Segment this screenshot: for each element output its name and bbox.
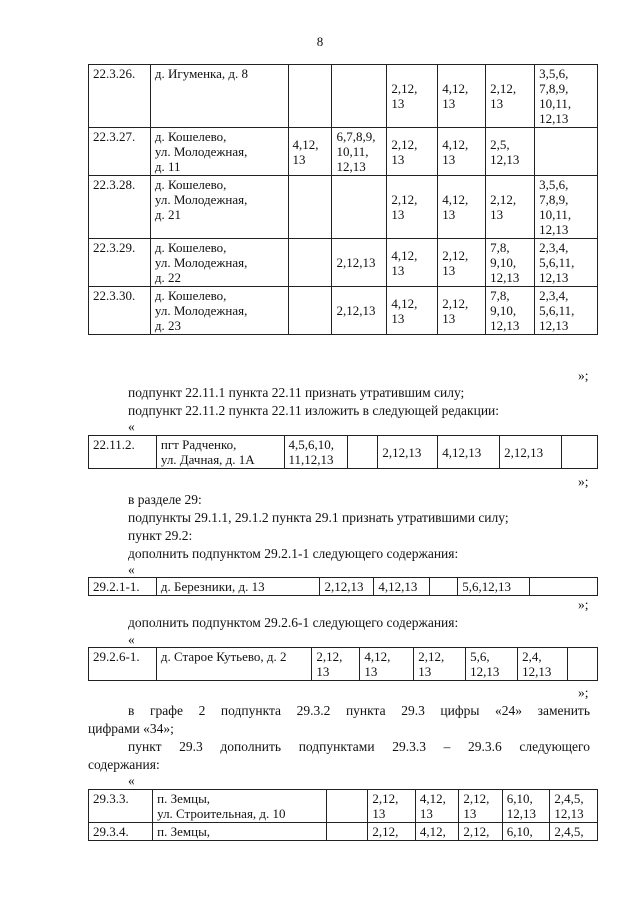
value-cell [332, 65, 387, 128]
table-29-2-1-1 [88, 577, 598, 596]
value-cell: 7,8, 9,10, 12,13 [486, 239, 535, 287]
value-cell: 2,12, 13 [486, 65, 535, 128]
value-cell: 4,12, 13 [360, 648, 414, 681]
item-number-cell: 22.3.30. [89, 287, 151, 335]
table-row [89, 648, 598, 681]
value-cell [568, 648, 598, 681]
value-cell: 2,12, 13 [387, 128, 438, 176]
value-cell: 2,12,13 [332, 239, 387, 287]
item-number-cell: 29.2.6-1. [89, 648, 157, 681]
value-cell [288, 176, 332, 239]
value-cell: 4,12,13 [374, 578, 430, 596]
value-cell: 3,5,6, 7,8,9, 10,11, 12,13 [535, 65, 598, 128]
paragraph: в графе 2 подпункта 29.3.2 пункта 29.3 цифры «24» заменить [128, 703, 590, 718]
opening-quote: « [128, 632, 135, 647]
value-cell [562, 436, 598, 469]
item-number-cell: 22.3.28. [89, 176, 151, 239]
value-cell: 4,12, 13 [288, 128, 332, 176]
value-cell [288, 287, 332, 335]
value-cell [326, 823, 367, 841]
value-cell: 2,12, 13 [459, 790, 502, 823]
value-cell: 5,6, 12,13 [466, 648, 518, 681]
value-cell: 6,10, [502, 823, 550, 841]
table-row [89, 578, 598, 596]
value-cell: 4,12, 13 [438, 65, 486, 128]
opening-quote: « [128, 562, 135, 577]
value-cell: 2,4,5, [550, 823, 598, 841]
closing-quote: »; [578, 597, 589, 612]
address-cell: д. Кошелево, ул. Молодежная, д. 22 [150, 239, 288, 287]
value-cell: 4,5,6,10, 11,12,13 [284, 436, 348, 469]
value-cell [326, 790, 367, 823]
value-cell: 2,12, 13 [387, 176, 438, 239]
table-row [89, 128, 598, 176]
paragraph: подпункты 29.1.1, 29.1.2 пункта 29.1 признать утратившими силу; [128, 510, 509, 525]
address-cell: пгт Радченко, ул. Дачная, д. 1А [156, 436, 284, 469]
item-number-cell: 22.11.2. [89, 436, 157, 469]
value-cell [348, 436, 378, 469]
closing-quote: »; [578, 474, 589, 489]
table-row [89, 823, 598, 841]
value-cell: 2,12, 13 [368, 790, 416, 823]
table-22-11-2 [88, 435, 598, 469]
table-row [89, 176, 598, 239]
item-number-cell: 22.3.29. [89, 239, 151, 287]
value-cell: 2,12,13 [378, 436, 438, 469]
value-cell: 2,12, 13 [387, 65, 438, 128]
address-cell: д. Игуменка, д. 8 [150, 65, 288, 128]
paragraph: в разделе 29: [128, 492, 202, 507]
address-cell: д. Кошелево, ул. Молодежная, д. 11 [150, 128, 288, 176]
value-cell [535, 128, 598, 176]
value-cell: 5,6,12,13 [458, 578, 530, 596]
value-cell: 6,7,8,9, 10,11, 12,13 [332, 128, 387, 176]
value-cell: 3,5,6, 7,8,9, 10,11, 12,13 [535, 176, 598, 239]
table-row [89, 287, 598, 335]
value-cell: 2,3,4, 5,6,11, 12,13 [535, 287, 598, 335]
closing-quote: »; [578, 685, 589, 700]
value-cell: 4,12, [415, 823, 458, 841]
value-cell: 2,12, 13 [438, 239, 486, 287]
value-cell: 2,12, 13 [486, 176, 535, 239]
value-cell [332, 176, 387, 239]
value-cell: 2,12, [459, 823, 502, 841]
page-number: 8 [316, 34, 324, 49]
paragraph: пункт 29.2: [128, 528, 193, 543]
paragraph: дополнить подпунктом 29.2.6-1 следующего содержания: [128, 615, 459, 630]
table-row [89, 239, 598, 287]
value-cell: 6,10, 12,13 [502, 790, 550, 823]
address-cell: д. Кошелево, ул. Молодежная, д. 23 [150, 287, 288, 335]
value-cell: 2,12,13 [500, 436, 562, 469]
value-cell [530, 578, 598, 596]
address-cell: п. Земцы, [153, 823, 327, 841]
value-cell: 2,5, 12,13 [486, 128, 535, 176]
value-cell: 2,3,4, 5,6,11, 12,13 [535, 239, 598, 287]
value-cell [430, 578, 458, 596]
paragraph: содержания: [88, 757, 160, 772]
value-cell: 4,12, 13 [387, 287, 438, 335]
opening-quote: « [128, 773, 135, 788]
paragraph: пункт 29.3 дополнить подпунктами 29.3.3 – 29.3.6 следующего [128, 739, 590, 754]
value-cell: 2,12,13 [332, 287, 387, 335]
value-cell: 2,12,13 [320, 578, 374, 596]
value-cell: 4,12, 13 [415, 790, 458, 823]
value-cell: 4,12, 13 [387, 239, 438, 287]
item-number-cell: 22.3.26. [89, 65, 151, 128]
table-29-2-6-1 [88, 647, 598, 681]
value-cell: 2,4, 12,13 [518, 648, 568, 681]
value-cell: 2,12, 13 [312, 648, 360, 681]
table-row [89, 65, 598, 128]
value-cell: 2,12, 13 [414, 648, 466, 681]
value-cell [288, 239, 332, 287]
address-cell: п. Земцы, ул. Строительная, д. 10 [153, 790, 327, 823]
value-cell: 7,8, 9,10, 12,13 [486, 287, 535, 335]
table-section-22-3 [88, 64, 598, 335]
paragraph: дополнить подпунктом 29.2.1-1 следующего содержания: [128, 546, 459, 561]
item-number-cell: 29.2.1-1. [89, 578, 157, 596]
opening-quote: « [128, 419, 135, 434]
value-cell: 2,12, 13 [438, 287, 486, 335]
paragraph: подпункт 22.11.2 пункта 22.11 изложить в следующей редакции: [128, 403, 500, 418]
item-number-cell: 22.3.27. [89, 128, 151, 176]
table-row [89, 790, 598, 823]
item-number-cell: 29.3.4. [89, 823, 153, 841]
value-cell [288, 65, 332, 128]
address-cell: д. Березники, д. 13 [156, 578, 320, 596]
address-cell: д. Кошелево, ул. Молодежная, д. 21 [150, 176, 288, 239]
value-cell: 2,12, [368, 823, 416, 841]
value-cell: 4,12, 13 [438, 176, 486, 239]
paragraph: цифрами «34»; [88, 721, 174, 736]
value-cell: 4,12,13 [438, 436, 500, 469]
value-cell: 2,4,5, 12,13 [550, 790, 598, 823]
closing-quote: »; [578, 368, 589, 383]
table-29-3 [88, 789, 598, 841]
value-cell: 4,12, 13 [438, 128, 486, 176]
table-row [89, 436, 598, 469]
address-cell: д. Старое Кутьево, д. 2 [156, 648, 312, 681]
paragraph: подпункт 22.11.1 пункта 22.11 признать утратившим силу; [128, 385, 465, 400]
item-number-cell: 29.3.3. [89, 790, 153, 823]
